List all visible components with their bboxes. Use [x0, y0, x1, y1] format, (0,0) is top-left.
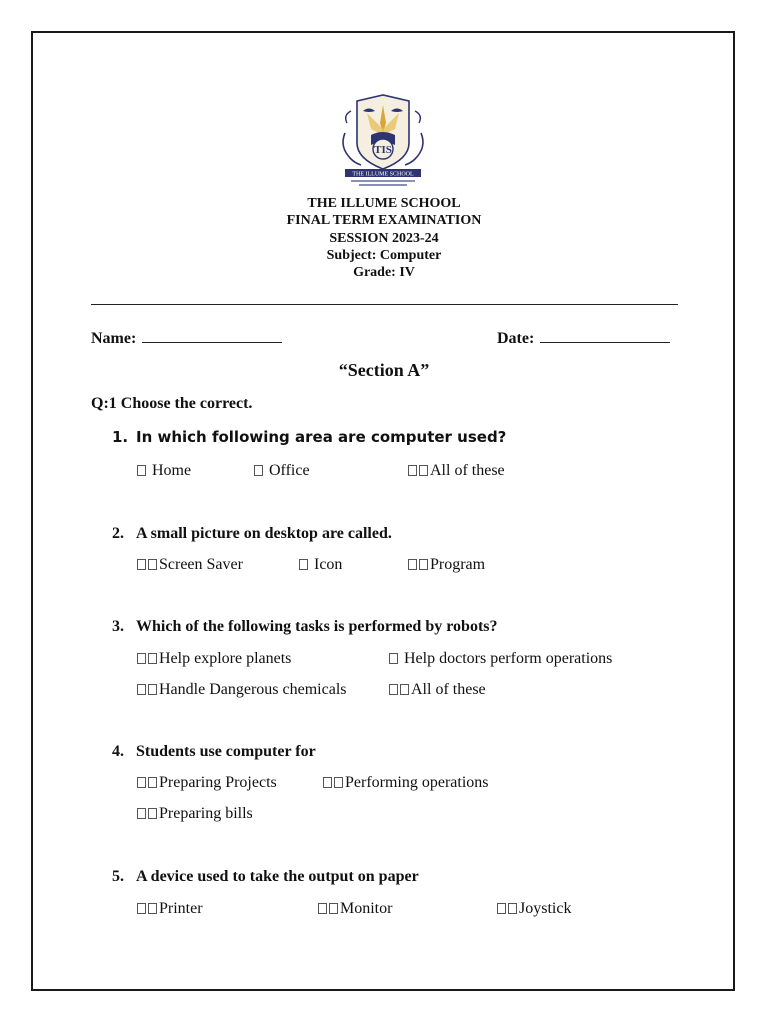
option-label: Printer: [159, 900, 203, 917]
option-label: Handle Dangerous chemicals: [159, 681, 347, 698]
option-q3-b[interactable]: [389, 650, 612, 668]
question-number: 4.: [112, 743, 124, 760]
option-q2-c[interactable]: [408, 556, 485, 574]
checkbox-icon[interactable]: [137, 653, 146, 664]
checkbox-icon[interactable]: [254, 465, 263, 476]
question-number: 5.: [112, 868, 124, 885]
option-q3-c[interactable]: [137, 681, 346, 699]
option-q4-a[interactable]: [137, 774, 277, 792]
date-label: Date:: [497, 330, 535, 347]
checkbox-icon[interactable]: [508, 903, 517, 914]
checkbox-icon[interactable]: [318, 903, 327, 914]
option-label: Monitor: [340, 900, 393, 917]
checkbox-icon[interactable]: [137, 684, 146, 695]
option-q4-c[interactable]: [137, 805, 253, 823]
option-q2-a[interactable]: [137, 556, 243, 574]
option-label: Program: [430, 556, 486, 573]
checkbox-icon[interactable]: [137, 559, 146, 570]
option-label: Help explore planets: [159, 650, 292, 667]
option-label: Preparing Projects: [159, 774, 277, 791]
section-title: “Section A”: [338, 360, 430, 380]
option-q4-b[interactable]: [323, 774, 489, 792]
checkbox-icon[interactable]: [148, 903, 157, 914]
checkbox-icon[interactable]: [497, 903, 506, 914]
question-text: Which of the following tasks is performed by robots?: [136, 618, 498, 635]
question-heading: Q:1 Choose the correct.: [91, 395, 253, 412]
option-label: Icon: [314, 556, 343, 573]
question-4: [112, 743, 316, 761]
checkbox-icon[interactable]: [148, 559, 157, 570]
checkbox-icon[interactable]: [148, 777, 157, 788]
checkbox-icon[interactable]: [389, 684, 398, 695]
question-number: 3.: [112, 618, 124, 635]
checkbox-icon[interactable]: [329, 903, 338, 914]
question-text: Students use computer for: [136, 743, 316, 760]
subject: Subject: Computer: [326, 248, 442, 263]
checkbox-icon[interactable]: [389, 653, 398, 664]
question-5: [112, 868, 419, 886]
option-q5-b[interactable]: [318, 900, 392, 918]
name-field: [91, 328, 282, 348]
checkbox-icon[interactable]: [400, 684, 409, 695]
option-label: Office: [269, 462, 310, 479]
checkbox-icon[interactable]: [299, 559, 308, 570]
logo-text: TIS: [374, 144, 392, 156]
checkbox-icon[interactable]: [137, 465, 146, 476]
checkbox-icon[interactable]: [419, 559, 428, 570]
option-q3-a[interactable]: [137, 650, 291, 668]
question-number: 2.: [112, 525, 124, 542]
logo-banner: THE ILLUME SCHOOL: [352, 171, 414, 178]
checkbox-icon[interactable]: [137, 808, 146, 819]
grade: Grade: IV: [353, 265, 415, 280]
exam-title: FINAL TERM EXAMINATION: [286, 213, 482, 228]
option-label: Help doctors perform operations: [404, 650, 613, 667]
option-label: All of these: [430, 462, 505, 479]
checkbox-icon[interactable]: [137, 903, 146, 914]
checkbox-icon[interactable]: [148, 808, 157, 819]
option-label: Preparing bills: [159, 805, 253, 822]
option-q5-c[interactable]: [497, 900, 571, 918]
option-label: Performing operations: [345, 774, 489, 791]
name-input-line[interactable]: [142, 328, 282, 343]
name-label: Name:: [91, 330, 137, 347]
date-input-line[interactable]: [540, 328, 670, 343]
checkbox-icon[interactable]: [408, 559, 417, 570]
session: SESSION 2023-24: [329, 231, 439, 246]
option-label: Joystick: [519, 900, 572, 917]
option-label: All of these: [411, 681, 486, 698]
checkbox-icon[interactable]: [148, 684, 157, 695]
option-q1-a[interactable]: [137, 462, 191, 480]
checkbox-icon[interactable]: [323, 777, 332, 788]
checkbox-icon[interactable]: [148, 653, 157, 664]
header-divider: [91, 304, 678, 305]
option-q5-a[interactable]: [137, 900, 203, 918]
question-2: [112, 525, 392, 543]
question-number: 1.: [112, 428, 129, 446]
school-logo: [337, 93, 429, 191]
question-3: [112, 618, 498, 636]
question-text: A device used to take the output on paper: [136, 868, 419, 885]
checkbox-icon[interactable]: [408, 465, 417, 476]
option-q1-b[interactable]: [254, 462, 310, 480]
checkbox-icon[interactable]: [419, 465, 428, 476]
option-q1-c[interactable]: [408, 462, 505, 480]
question-text: In which following area are computer used?: [136, 428, 507, 446]
question-1: [112, 428, 506, 446]
school-name: THE ILLUME SCHOOL: [307, 196, 461, 211]
question-text: A small picture on desktop are called.: [136, 525, 392, 542]
option-label: Home: [152, 462, 192, 479]
checkbox-icon[interactable]: [137, 777, 146, 788]
date-field: [497, 328, 670, 348]
checkbox-icon[interactable]: [334, 777, 343, 788]
option-q3-d[interactable]: [389, 681, 486, 699]
option-label: Screen Saver: [159, 556, 243, 573]
option-q2-b[interactable]: [299, 556, 342, 574]
